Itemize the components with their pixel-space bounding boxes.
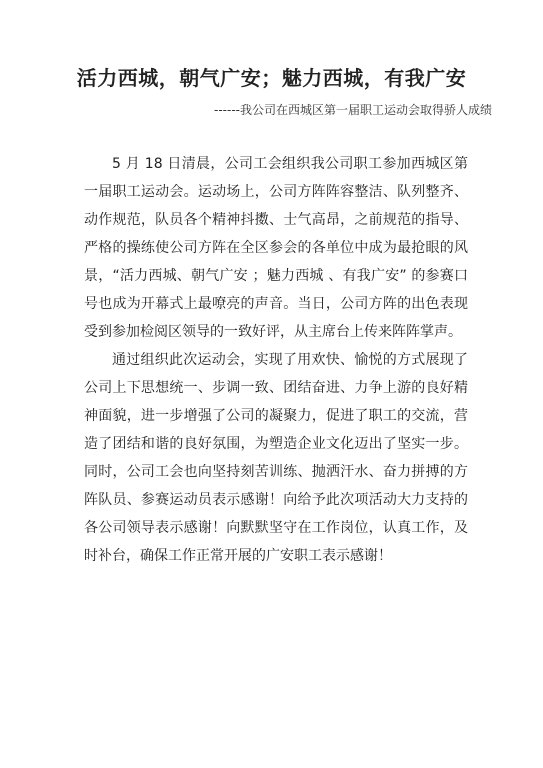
paragraph-2: 通过组织此次运动会，实现了用欢快、愉悦的方式展现了公司上下思想统一、步调一致、团结奋进、力争上游的良好精神面貌，进一步增强了公司的凝聚力，促进了职工的交流，营造了团结和谐的良好氛围，为塑造企业文化迈出了坚实一步。同时，公司工会也向坚持刻苦训练、抛洒汗水、奋力拼搏的方阵队员、参赛运动员表示感谢！向给予此次项活动大力支持的各公司领导表示感谢！向默默坚守在工作岗位，认真工作，及时补台，确保工作正常开展的广安职工表示感谢！ (84, 352, 468, 564)
document-subtitle: ------我公司在西城区第一届职工运动会取得骄人成绩 (214, 103, 492, 117)
document-body (84, 150, 468, 570)
document-title: 活力西城，朝气广安；魅力西城，有我广安 (76, 66, 467, 90)
paragraph-1: 5 月 18 日清晨，公司工会组织我公司职工参加西城区第一届职工运动会。运动场上，公司方阵阵容整洁、队列整齐、动作规范，队员各个精神抖擞、士气高昂，之前规范的指导、严格的操练使公司方阵在全区参会的各单位中成为最抢眼的风景，“活力西城、朝气广安 ；魅力西城 、有我广安” 的参赛口号也成为开幕式上最嘹亮的声音。当日，公司方阵的出色表现受到参加检阅区领导的一致好评，从主席台上传来阵阵掌声。 (84, 156, 468, 340)
